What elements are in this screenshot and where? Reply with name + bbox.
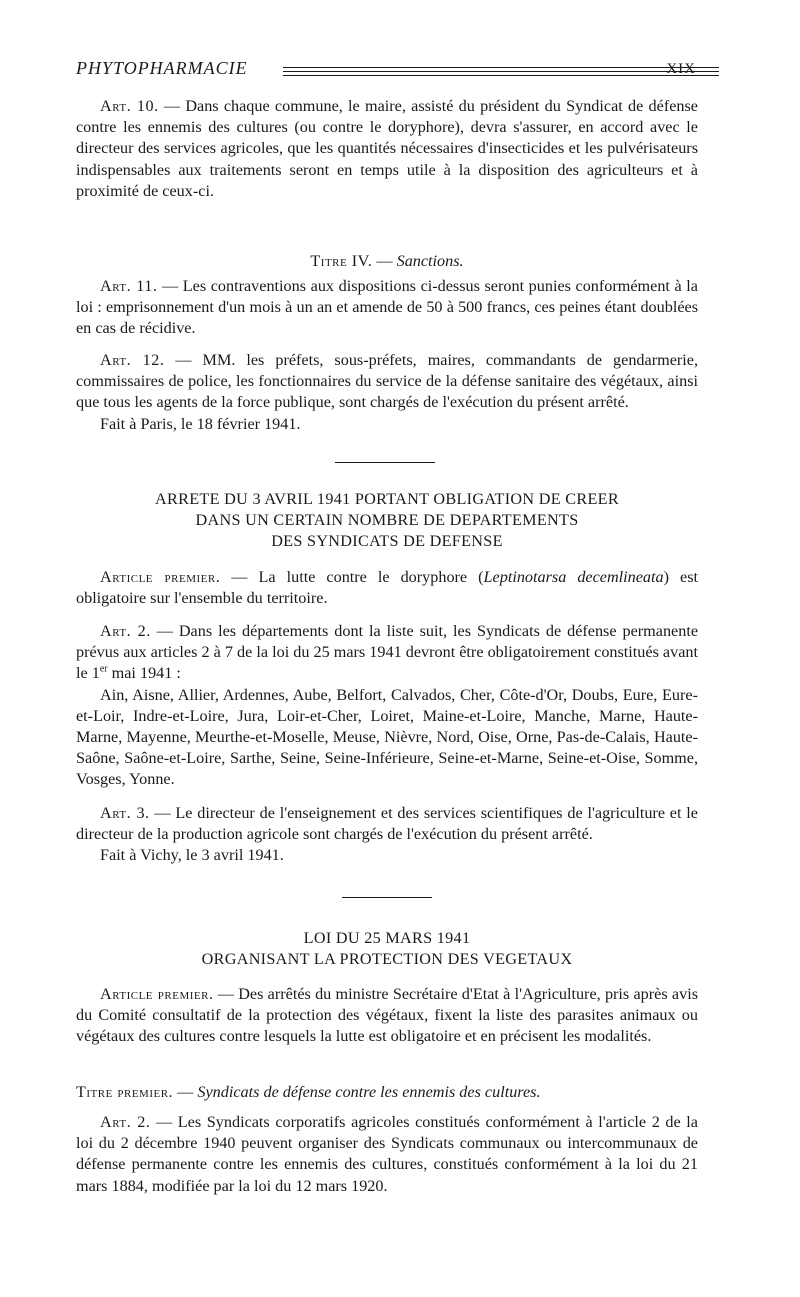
arrete-article-1 [76,567,698,609]
separator [335,462,435,463]
article-text: — Dans les départements dont la liste suit, les Syndicats de défense permanente prévus aux articles 2 à 7 de la loi du 25 mars 1941 devront être obligatoirement constitués avant le 1 [76,622,699,683]
article-label: Art. 10. [100,97,159,115]
arrete-article-3 [76,803,698,867]
section-label: Titre premier. [76,1083,174,1101]
section-name: Sanctions. [396,252,464,270]
article-text: — Le directeur de l'enseignement et des services scientifiques de l'agriculture et le directeur de la production agricole sont chargés de l'exécution du présent arrêté. [76,804,698,844]
header-rule [283,71,719,72]
section-title-premier [76,1082,698,1103]
header-rule [283,67,719,68]
section-dash: — [173,1083,198,1101]
loi-heading [76,928,698,970]
page-header [76,58,696,82]
article-12 [76,350,698,435]
article-text: ) est obligatoire sur l'ensemble du territoire. [76,568,699,608]
section-label: Titre IV. [310,252,373,270]
article-label: Art. 2. [100,1113,151,1131]
page-number: XIX [666,61,696,77]
article-label: Art. 11. [100,277,158,295]
heading-line: DANS UN CERTAIN NOMBRE DE DEPARTEMENTS [195,511,579,529]
arrete-heading [76,489,698,552]
article-label: Art. 3. [100,804,150,822]
article-label: Art. 2. [100,622,151,640]
article-10 [76,96,698,202]
heading-line: LOI DU 25 MARS 1941 [303,929,471,947]
article-text: — Des arrêtés du ministre Secrétaire d'Etat à l'Agriculture, pris après avis du Comité consultatif de la protection des végétaux, fixent la liste des parasites animaux ou végétaux des cultures contre lesquels la lutte est obligatoire et en précisent les modalités. [76,985,698,1046]
ordinal-superscript: er [99,664,108,676]
heading-line: DES SYNDICATS DE DEFENSE [271,532,503,550]
heading-line: ORGANISANT LA PROTECTION DES VEGETAUX [201,950,573,968]
article-text: — La lutte contre le doryphore ( [220,568,484,586]
article-label: Article premier. [100,568,221,586]
header-rule [283,75,719,76]
heading-line: ARRETE DU 3 AVRIL 1941 PORTANT OBLIGATION DE CREER [155,490,619,508]
department-list: Ain, Aisne, Allier, Ardennes, Aube, Belfort, Calvados, Cher, Côte-d'Or, Doubs, Eure, Eure-et-Loir, Indre-et-Loire, Jura, Loir-et-Cher, Loiret, Maine-et-Loire, Manche, Marne, Haute-Marne, Mayenne, Meurthe-et-Moselle, Meuse, Nièvre, Nord, Oise, Orne, Pas-de-Calais, Haute-Saône, Saône-et-Loire, Sarthe, Seine, Seine-Inférieure, Seine-et-Marne, Seine-et-Oise, Somme, Vosges, Yonne. [76,685,698,789]
loi-article-2 [76,1112,698,1197]
running-title: PHYTOPHARMACIE [76,58,248,78]
article-text: — Les Syndicats corporatifs agricoles constitués conformément à l'article 2 de la loi du 2 décembre 1940 peuvent organiser des Syndicats communaux ou intercommunaux de défense permanente contre les ennemis des cultures, constitués conformément à la loi du 21 mars 1884, modifiée par la loi du 12 mars 1920. [76,1113,698,1195]
article-text: — MM. les préfets, sous-préfets, maires, commandants de gendarmerie, commissaires de police, les fonctionnaires du service de la défense sanitaire des végétaux, ainsi que tous les agents de la force publique, sont chargés de l'exécution du présent arrêté. [76,351,698,412]
section-dash: — [372,252,397,270]
article-label: Art. 12. [100,351,165,369]
separator [342,897,432,898]
species-name: Leptinotarsa decemlineata [483,568,664,586]
article-label: Article premier. [100,985,214,1003]
article-text: — Les contraventions aux dispositions ci-dessus seront punies conformément à la loi : emprisonnement d'un mois à un an et amende de 50 à 500 francs, ces peines étant doublées en cas de récidive. [76,277,698,338]
article-11 [76,276,698,340]
loi-article-1 [76,984,698,1048]
signature-line: Fait à Vichy, le 3 avril 1941. [100,846,284,865]
section-name: Syndicats de défense contre les ennemis des cultures. [197,1083,541,1101]
section-title-iv [76,251,698,272]
article-text: mai 1941 : [107,664,181,683]
signature-line: Fait à Paris, le 18 février 1941. [100,414,301,433]
article-text: — Dans chaque commune, le maire, assisté du président du Syndicat de défense contre les ennemis des cultures (ou contre le doryphore), devra s'assurer, en accord avec le directeur des services agricoles, que les quantités nécessaires d'insecticides et les pulvérisateurs indispensables aux traitements seront en temps utile à la disposition des agriculteurs et à proximité de ceux-ci. [76,97,698,200]
arrete-article-2 [76,621,698,791]
